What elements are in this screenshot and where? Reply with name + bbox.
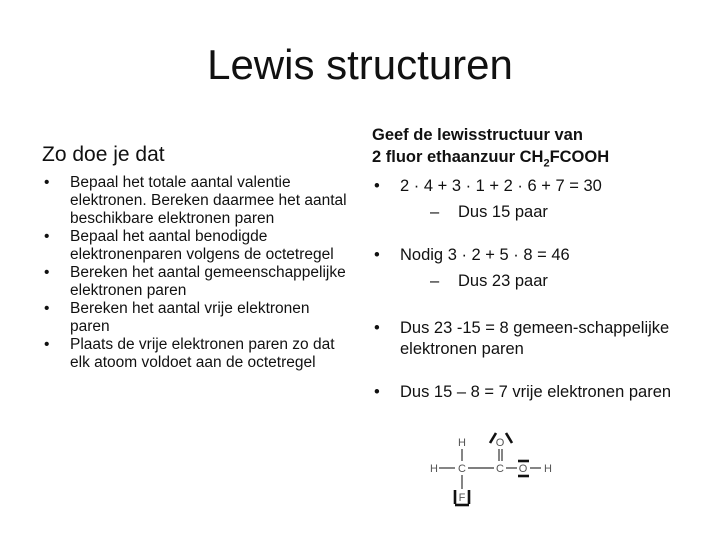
calc-text: 2 · 4 + 3 · 1 + 2 · 6 + 7 = 30 xyxy=(400,177,602,195)
list-item xyxy=(42,228,352,264)
step-text: Bereken het aantal vrije elektronen paren xyxy=(70,300,310,335)
atom-h-left: H xyxy=(430,463,438,475)
list-item xyxy=(42,336,352,372)
dash-icon: – xyxy=(430,272,440,290)
sub-item xyxy=(426,202,702,223)
bullet-icon: • xyxy=(44,264,50,281)
right-heading-line1: Geef de lewisstructuur van xyxy=(372,126,583,144)
sub-text: Dus 23 paar xyxy=(458,272,548,290)
right-heading xyxy=(372,124,609,174)
list-item xyxy=(42,174,352,228)
list-item xyxy=(42,300,352,336)
list-item xyxy=(372,318,702,360)
right-heading-line2 xyxy=(372,146,609,174)
steps-list xyxy=(42,174,352,372)
lewis-structure-diagram xyxy=(422,428,572,508)
step-text: Plaats de vrije elektronen paren zo dat elk atoom voldoet aan de octetregel xyxy=(70,336,335,371)
step-text: Bepaal het aantal benodigde elektronenparen volgens de octetregel xyxy=(70,228,334,263)
bullet-icon: • xyxy=(44,228,50,245)
bullet-icon: • xyxy=(374,177,380,195)
formula-prefix: 2 fluor ethaanzuur CH xyxy=(372,148,544,166)
slide-title: Lewis structuren xyxy=(207,41,513,88)
sub-item xyxy=(426,271,702,292)
atom-f: F xyxy=(458,492,466,504)
bullet-icon: • xyxy=(44,336,50,353)
list-item xyxy=(372,382,702,403)
list-item xyxy=(42,264,352,300)
step-text: Bereken het aantal gemeenschappelijke elektronen paren xyxy=(70,264,346,299)
calc-text: Dus 23 -15 = 8 gemeen-schappelijke elektronen paren xyxy=(400,319,670,358)
atom-c2: C xyxy=(496,463,504,475)
atom-o-top: O xyxy=(495,437,505,449)
atom-h-right: H xyxy=(544,463,552,475)
calc-text: Nodig 3 · 2 + 5 · 8 = 46 xyxy=(400,246,570,264)
atom-o-right: O xyxy=(518,463,528,475)
bullet-icon: • xyxy=(374,246,380,264)
lone-pair xyxy=(506,433,512,443)
bullet-icon: • xyxy=(44,300,50,317)
calc-text: Dus 15 – 8 = 7 vrije elektronen paren xyxy=(400,383,672,401)
bullet-icon: • xyxy=(374,319,380,337)
formula-suffix: FCOOH xyxy=(549,148,610,166)
formula-subscript: 2 xyxy=(543,157,550,170)
left-heading: Zo doe je dat xyxy=(42,143,165,166)
bullet-icon: • xyxy=(44,174,50,191)
sub-text: Dus 15 paar xyxy=(458,203,548,221)
list-item xyxy=(372,176,702,223)
list-item xyxy=(372,245,702,292)
dash-icon: – xyxy=(430,203,440,221)
bullet-icon: • xyxy=(374,383,380,401)
atom-h-top: H xyxy=(458,437,466,449)
atom-c1: C xyxy=(458,463,466,475)
step-text: Bepaal het totale aantal valentie elektronen. Bereken daarmee het aantal beschikbare elektronen paren xyxy=(70,174,347,227)
calculation-list xyxy=(372,176,702,403)
